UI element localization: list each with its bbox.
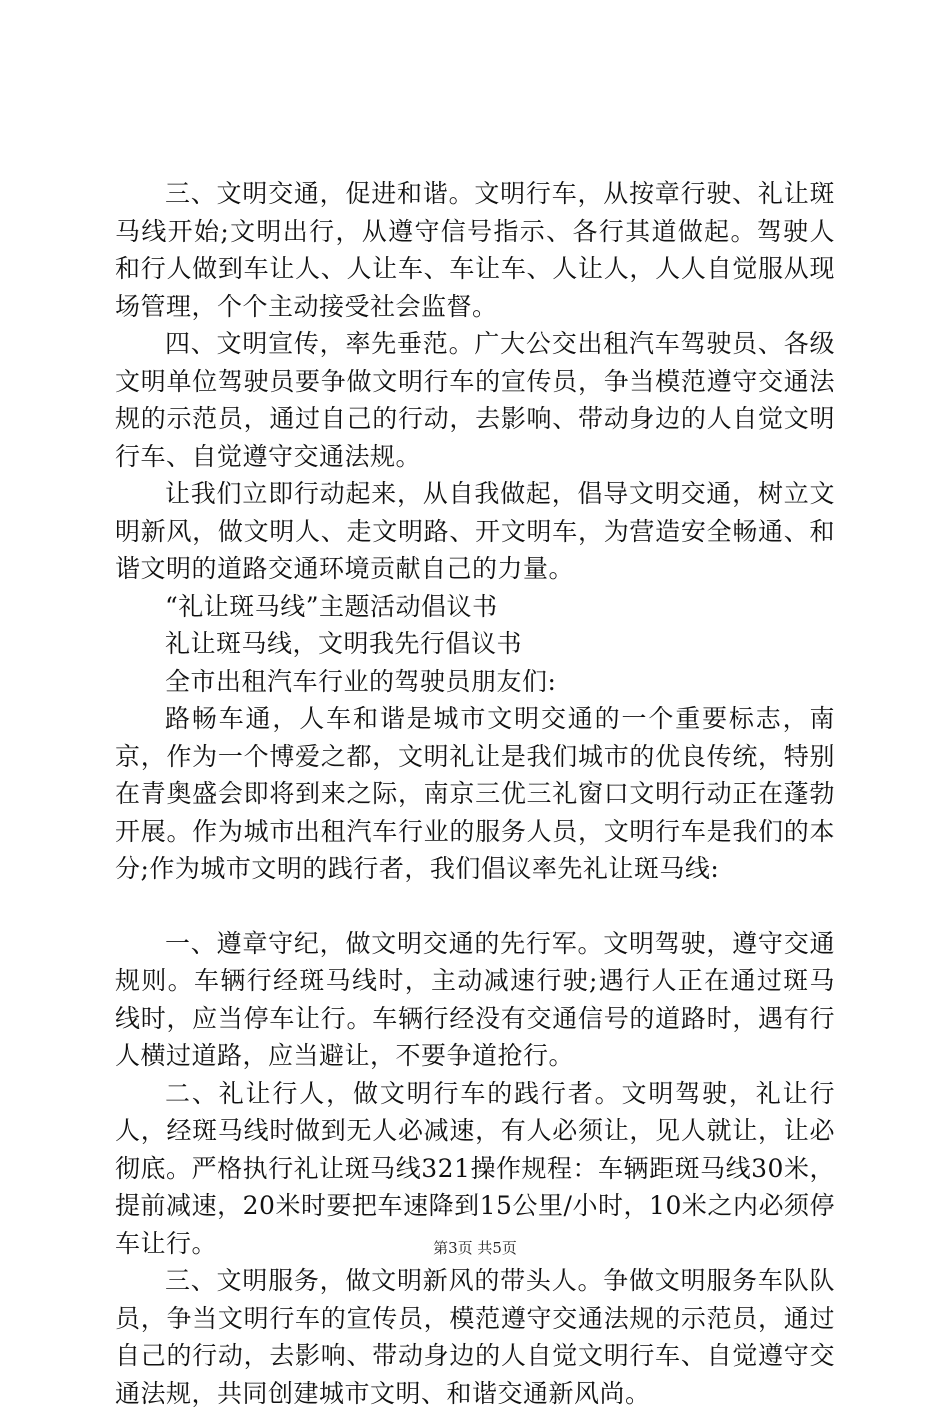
paragraph-obey-rules: 一、遵章守纪，做文明交通的先行军。文明驾驶，遵守交通规则。车辆行经斑马线时，主动减速行驶;遇行人正在通过斑马线时，应当停车让行。车辆行经没有交通信号的道路时，遇有行人横过道路，应当避让，不要争道抢行。 (115, 928, 835, 1070)
paragraph-yield-pedestrians: 二、礼让行人，做文明行车的践行者。文明驾驶，礼让行人，经斑马线时做到无人必减速，有人必须让，见人就让，让必彻底。严格执行礼让斑马线321操作规程：车辆距斑马线30米，提前减速，20米时要把车速降到15公里/小时，10米之内必须停车让行。 (115, 1078, 835, 1258)
salutation: 全市出租汽车行业的驾驶员朋友们: (165, 666, 557, 696)
paragraph-civilized-service: 三、文明服务，做文明新风的带头人。争做文明服务车队队员，争当文明行车的宣传员，模范遵守交通法规的示范员，通过自己的行动，去影响、带动身边的人自觉文明行车、自觉遵守交通法规，共同创建城市文明、和谐交通新风尚。 (115, 1266, 835, 1408)
page-number-footer: 第3页 共5页 (433, 1239, 517, 1257)
paragraph-civilized-publicity: 四、文明宣传，率先垂范。广大公交出租汽车驾驶员、各级文明单位驾驶员要争做文明行车的宣传员，争当模范遵守交通法规的示范员，通过自己的行动，去影响、带动身边的人自觉文明行车、自觉遵守交通法规。 (115, 329, 835, 471)
paragraph-civilized-traffic: 三、文明交通，促进和谐。文明行车，从按章行驶、礼让斑马线开始;文明出行，从遵守信号指示、各行其道做起。驾驶人和行人做到车让人、人让车、车让车、人让人，人人自觉服从现场管理，个个主动接受社会监督。 (115, 179, 835, 321)
paragraph-call-to-action: 让我们立即行动起来，从自我做起，倡导文明交通，树立文明新风，做文明人、走文明路、开文明车，为营造安全畅通、和谐文明的道路交通环境贡献自己的力量。 (115, 479, 835, 583)
proposal-subtitle: 礼让斑马线，文明我先行倡议书 (165, 629, 523, 658)
paragraph-introduction: 路畅车通，人车和谐是城市文明交通的一个重要标志，南京，作为一个博爱之都，文明礼让是我们城市的优良传统，特别在青奥盛会即将到来之际，南京三优三礼窗口文明行动正在蓬勃开展。作为城市出租汽车行业的服务人员，文明行车是我们的本分;作为城市文明的践行者，我们倡议率先礼让斑马线: (115, 704, 835, 883)
proposal-title: “礼让斑马线”主题活动倡议书 (165, 591, 498, 621)
document-body (115, 175, 835, 1412)
